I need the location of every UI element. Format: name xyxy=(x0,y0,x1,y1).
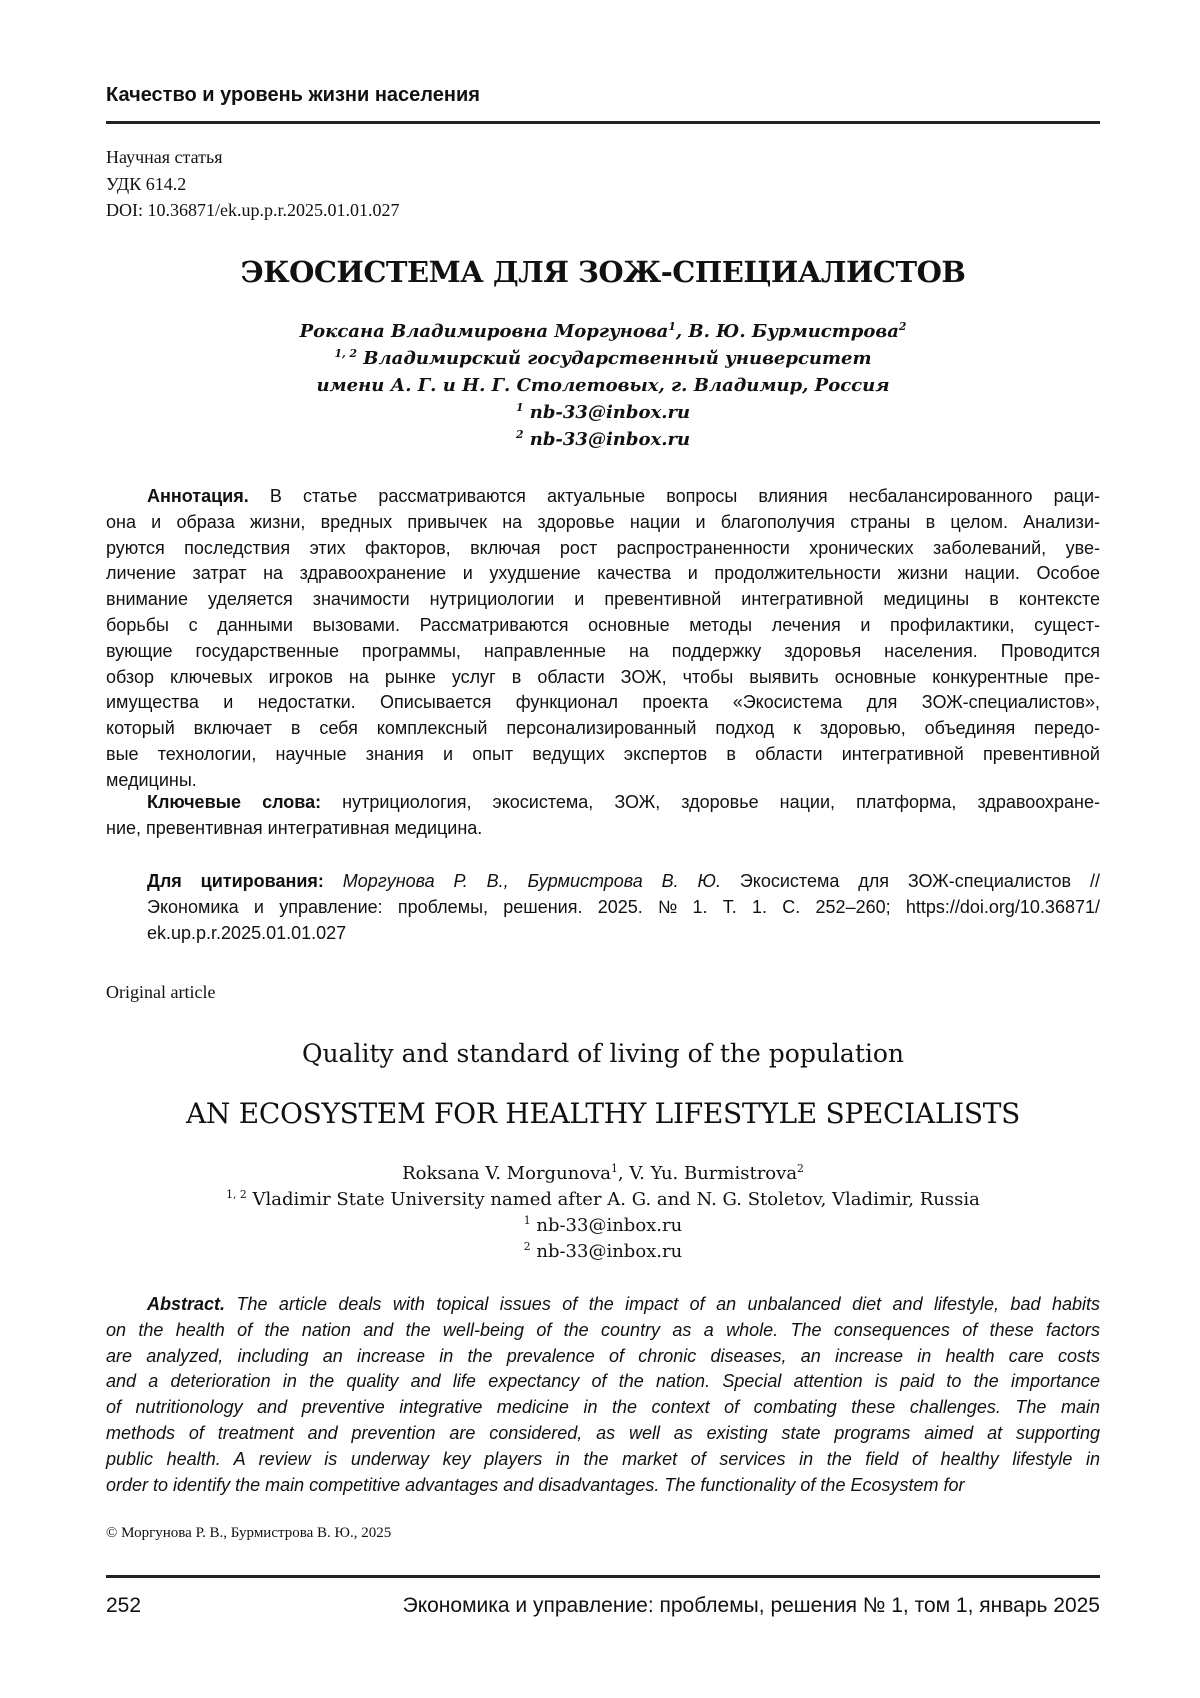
text-line xyxy=(106,1369,1100,1395)
text-line-content: имущества и недостатки. Описывается функционал проекта «Экосистема для ЗОЖ-специалистов», xyxy=(106,692,1100,713)
paragraph-label: Аннотация. xyxy=(147,486,249,506)
text-line-content: вые технологии, научные знания и опыт ведущих экспертов в области интегративной превентивной xyxy=(106,743,1100,764)
text-line xyxy=(106,561,1100,587)
ru-affiliation: $^{1, 2}$ Владимирский государственный университет xyxy=(334,347,872,369)
text-line-content: and a deterioration in the quality and life expectancy of the nation. Special attention is paid to the importance xyxy=(106,1371,1100,1392)
text-line xyxy=(106,1447,1100,1473)
en-article-type: Original article xyxy=(106,982,216,1002)
text-line-content: личение затрат на здравоохранение и ухудшение качества и продолжительности жизни нации. Особое xyxy=(106,563,1100,584)
text-line xyxy=(106,1473,1100,1499)
text-line xyxy=(106,1318,1100,1344)
text-line-content: руются последствия этих факторов, включая рост распространенности хронических заболеваний, уве- xyxy=(106,537,1100,558)
ru-keywords xyxy=(106,790,1100,842)
text-line-content: ek.up.p.r.2025.01.01.027 xyxy=(147,922,347,943)
ru-abstract xyxy=(106,484,1100,794)
ru-email-2: $^2$ nb-33@inbox.ru xyxy=(515,428,691,450)
text-line-content: вующие государственные программы, направленные на поддержку здоровья населения. Проводится xyxy=(106,640,1100,661)
udc: УДК 614.2 xyxy=(106,173,187,194)
copyright: © Моргунова Р. В., Бурмистрова В. Ю., 2025 xyxy=(106,1525,392,1541)
text-line-content: борьбы с данными вызовами. Рассматриваются основные методы лечения и профилактики, сущест- xyxy=(106,614,1100,635)
text-line-content: Ключевые слова: нутрициология, экосистема, ЗОЖ, здоровье нации, платформа, здравоохране- xyxy=(147,792,1100,812)
en-section: Quality and standard of living of the population xyxy=(301,1039,905,1068)
text-line-content: methods of treatment and prevention are considered, as well as existing state programs aimed at supporting xyxy=(106,1422,1100,1443)
text-line xyxy=(106,869,1100,895)
header-rule xyxy=(106,121,1100,124)
text-line xyxy=(106,921,1100,947)
text-line-content: обзор ключевых игроков на рынке услуг в области ЗОЖ, чтобы выявить основные конкурентные пре- xyxy=(106,666,1100,687)
text-line-content: Аннотация. В статье рассматриваются актуальные вопросы влияния несбалансированного раци- xyxy=(147,486,1100,506)
doi: DOI: 10.36871/ek.up.p.r.2025.01.01.027 xyxy=(106,200,400,220)
text-line xyxy=(106,690,1100,716)
text-line xyxy=(106,587,1100,613)
text-line xyxy=(106,613,1100,639)
text-line-content: который включает в себя комплексный персонализированный подход к здоровью, объединяя передо- xyxy=(106,718,1100,739)
paragraph-label: Для цитирования: xyxy=(147,871,324,891)
en-authors: Roksana V. Morgunova$^1$, V. Yu. Burmistrova$^2$ xyxy=(402,1162,804,1184)
ru-authors: Роксана Владимировна Моргунова$^1$, В. Ю. Бурмистрова$^2$ xyxy=(299,320,907,342)
ru-affiliation-2: имени А. Г. и Н. Г. Столетовых, г. Владимир, Россия xyxy=(316,375,890,396)
en-authors-block xyxy=(106,1161,1100,1265)
paragraph-label: Ключевые слова: xyxy=(147,792,322,812)
en-abstract xyxy=(106,1292,1100,1498)
text-line xyxy=(106,639,1100,665)
footer-rule xyxy=(106,1575,1100,1578)
text-line xyxy=(106,1344,1100,1370)
text-line-content: are analyzed, including an increase in the prevalence of chronic diseases, an increase in health care costs xyxy=(106,1345,1100,1366)
en-title: AN ECOSYSTEM FOR HEALTHY LIFESTYLE SPECIALISTS xyxy=(185,1097,1021,1130)
en-affiliation: $^{1, 2}$ Vladimir State University named after A. G. and N. G. Stoletov, Vladimir, Russia xyxy=(226,1188,980,1210)
text-line xyxy=(106,742,1100,768)
page-number: 252 xyxy=(106,1594,142,1617)
text-line xyxy=(106,484,1100,510)
text-line-content: внимание уделяется значимости нутрициологии и превентивной интегративной медицины в контексте xyxy=(106,589,1100,610)
running-header: Качество и уровень жизни населения xyxy=(106,84,480,106)
en-email-1: $^1$ nb-33@inbox.ru xyxy=(523,1214,683,1236)
text-line-content: ние, превентивная интегративная медицина. xyxy=(106,817,483,838)
text-line xyxy=(106,665,1100,691)
en-email-2: $^2$ nb-33@inbox.ru xyxy=(523,1240,683,1262)
journal-info: Экономика и управление: проблемы, решения № 1, том 1, январь 2025 xyxy=(402,1594,1100,1617)
ru-citation xyxy=(106,869,1100,946)
text-line-content: она и образа жизни, вредных привычек на здоровье нации и благополучия страны в целом. Анализи- xyxy=(106,511,1100,532)
text-line-content: Для цитирования: Моргунова Р. В., Бурмистрова В. Ю. Экосистема для ЗОЖ-специалистов // xyxy=(147,871,1100,891)
text-line-content: public health. A review is underway key players in the market of services in the field of healthy lifestyle in xyxy=(106,1448,1100,1469)
text-line xyxy=(106,816,1100,842)
text-line xyxy=(106,1292,1100,1318)
ru-email-1: $^1$ nb-33@inbox.ru xyxy=(515,401,691,423)
text-line xyxy=(106,536,1100,562)
text-line xyxy=(106,1395,1100,1421)
ru-authors-block xyxy=(106,318,1100,453)
text-line-content: order to identify the main competitive advantages and disadvantages. The functionality of the Ecosystem for xyxy=(106,1474,965,1495)
text-line-content: Abstract. The article deals with topical issues of the impact of an unbalanced diet and lifestyle, bad habits xyxy=(147,1294,1100,1314)
text-line-content: медицины. xyxy=(106,769,197,790)
text-line-content: Экономика и управление: проблемы, решения. 2025. № 1. Т. 1. С. 252–260; https://doi.org/10.36871/ xyxy=(147,896,1100,917)
citation-authors: Моргунова Р. В., Бурмистрова В. Ю. xyxy=(323,871,721,891)
text-line xyxy=(106,790,1100,816)
article-type: Научная статья xyxy=(106,147,223,167)
text-line xyxy=(106,1421,1100,1447)
paragraph-label: Abstract. xyxy=(147,1294,226,1314)
footer xyxy=(106,1594,1100,1618)
text-line xyxy=(106,895,1100,921)
text-line xyxy=(106,716,1100,742)
text-line xyxy=(106,510,1100,536)
article-meta xyxy=(106,144,1100,224)
text-line-content: of nutritionology and preventive integrative medicine in the context of combating these challenges. The main xyxy=(106,1397,1100,1418)
text-line-content: on the health of the nation and the well-being of the country as a whole. The consequences of these factors xyxy=(106,1319,1100,1340)
page-title: ЭКОСИСТЕМА ДЛЯ ЗОЖ-СПЕЦИАЛИСТОВ xyxy=(240,255,966,289)
